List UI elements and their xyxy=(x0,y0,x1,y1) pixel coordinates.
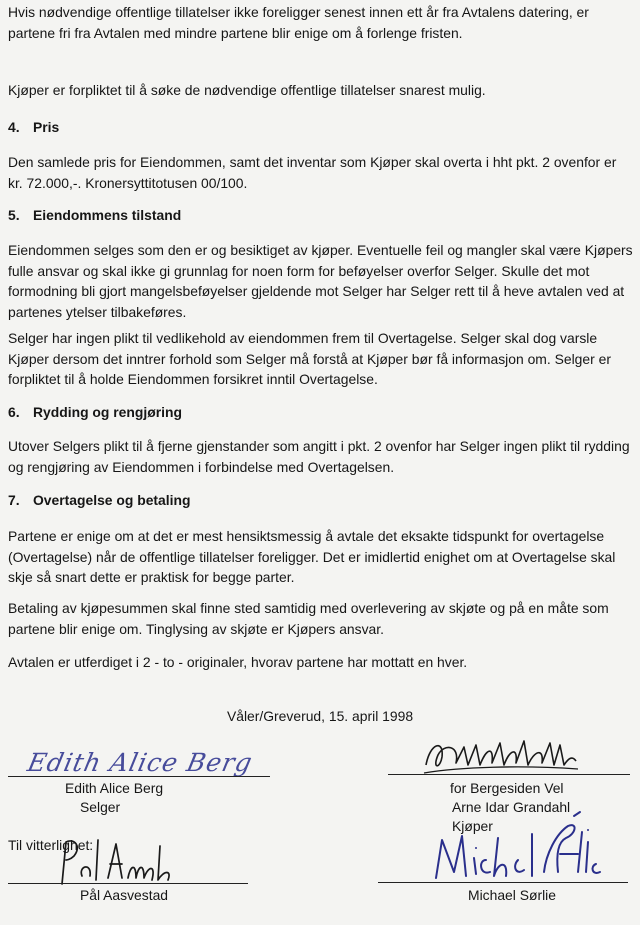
section-heading-price xyxy=(8,117,633,138)
paragraph-payment: Betaling av kjøpesummen skal finne sted samtidig med overlevering av skjøte og på en måte som partene blir enige om. Tinglysing av skjøte er Kjøpers ansvar. xyxy=(8,600,609,637)
paragraph-handover: Partene er enige om at det er mest hensiktsmessig å avtale det eksakte tidspunkt for overtagelse (Overtagelse) når de offentlige tillatelser foreligger. Det er imidlertid enighet om at Overtagelse skal skje så snart dette er praktisk for begge parter. xyxy=(8,528,616,585)
section-title: Pris xyxy=(33,119,60,135)
section-heading-cleaning xyxy=(8,402,633,423)
paragraph-permits-deadline: Hvis nødvendige offentlige tillatelser ikke foreligger senest innen ett år fra Avtalens datering, er partene fri fra Avtalen med mindre partene blir enige om å forlenge fristen. xyxy=(8,4,589,41)
section-number: 7. xyxy=(8,492,20,508)
section-heading-condition xyxy=(8,205,633,226)
section-number: 6. xyxy=(8,404,20,420)
witness-1-signature xyxy=(52,836,182,888)
section-heading-handover-payment xyxy=(8,490,633,511)
buyer-role: Kjøper xyxy=(452,818,493,834)
seller-role: Selger xyxy=(80,799,121,815)
witness-1-name: Pål Aasvestad xyxy=(80,887,169,903)
witness-1-signature-line xyxy=(8,883,248,884)
paragraph-cleaning: Utover Selgers plikt til å fjerne gjenstander som angitt i pkt. 2 ovenfor har Selger ingen plikt til rydding og rengjøring av Eiendommen i forbindelse med Overtagelsen. xyxy=(8,438,630,475)
paragraph-price: Den samlede pris for Eiendommen, samt det inventar som Kjøper skal overta i hht pkt. 2 ovenfor er kr. 72.000,-. Kronersyttitotusen 00/100. xyxy=(8,154,617,191)
buyer-signature xyxy=(420,735,580,779)
seller-signature-line xyxy=(8,776,270,777)
buyer-organization: for Bergesiden Vel xyxy=(450,780,564,796)
witness-2-name: Michael Sørlie xyxy=(468,887,556,903)
place-and-date: Våler/Greverud, 15. april 1998 xyxy=(226,708,414,724)
paragraph-condition: Eiendommen selges som den er og besiktiget av kjøper. Eventuelle feil og mangler skal være Kjøpers fulle ansvar og skal ikke gi grunnlag for noen form for beføyelser overfor Selger. Skulle det mot formodning bli gjort mangelsbeføyelser gjeldende mot Selger har Selger rett til å heve avtalen ved at partenes ytelser tilbakeføres. xyxy=(8,242,633,320)
paragraph-maintenance: Selger har ingen plikt til vedlikehold av eiendommen frem til Overtagelse. Selger skal dog varsle Kjøper dersom det inntrer forhold som Selger må forstå at Kjøper bør få informasjon om. Selger er forpliktet til å holde Eiendommen forsikret inntil Overtagelse. xyxy=(8,330,611,387)
section-title: Overtagelse og betaling xyxy=(33,492,191,508)
section-number: 5. xyxy=(8,207,20,223)
witness-label: Til vitterlighet: xyxy=(8,837,94,853)
section-title: Eiendommens tilstand xyxy=(33,207,182,223)
buyer-name: Arne Idar Grandahl xyxy=(452,799,571,815)
paragraph-originals: Avtalen er utferdiget i 2 - to - originaler, hvorav partene har mottatt en hver. xyxy=(8,654,468,670)
witness-2-signature-line xyxy=(378,882,628,883)
witness-2-signature xyxy=(428,814,608,884)
buyer-signature-line xyxy=(388,774,630,775)
seller-signature: Edith Alice Berg xyxy=(24,748,256,777)
paragraph-permits-application: Kjøper er forpliktet til å søke de nødvendige offentlige tillatelser snarest mulig. xyxy=(8,82,486,98)
section-number: 4. xyxy=(8,119,20,135)
section-title: Rydding og rengjøring xyxy=(33,404,182,420)
seller-name: Edith Alice Berg xyxy=(65,780,164,796)
